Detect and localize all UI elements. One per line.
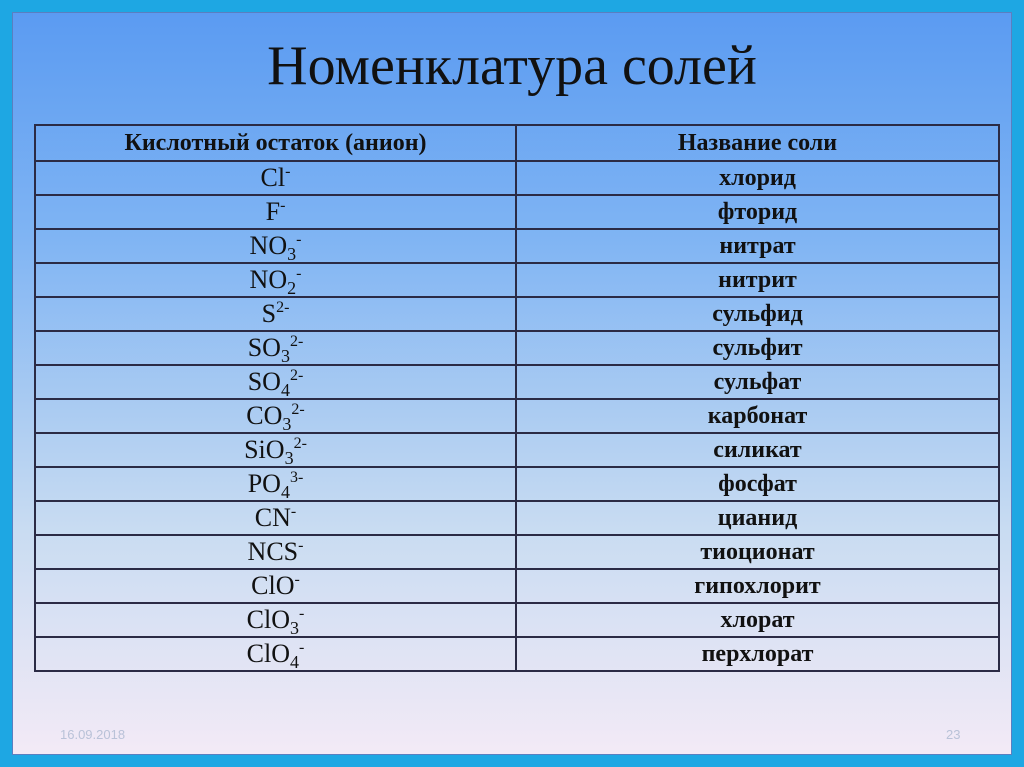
salt-name-cell: гипохлорит xyxy=(516,569,999,603)
table-row xyxy=(35,263,999,297)
footer-date: 16.09.2018 xyxy=(60,727,126,742)
anion-cell xyxy=(35,433,516,467)
anion-subscript: 4 xyxy=(280,380,290,400)
table-row xyxy=(35,569,999,603)
anion-cell xyxy=(35,297,516,331)
anion-subscript: 2 xyxy=(287,278,297,298)
header-anion: Кислотный остаток (анион) xyxy=(35,125,516,161)
anion-cell xyxy=(35,535,516,569)
anion-subscript: 3 xyxy=(284,448,294,468)
anion-formula: SiO xyxy=(244,435,285,464)
table-row xyxy=(35,535,999,569)
anion-charge: - xyxy=(294,571,300,588)
table-row xyxy=(35,195,999,229)
anion-charge: - xyxy=(280,197,286,214)
anion-subscript: 3 xyxy=(287,244,297,264)
table-row xyxy=(35,161,999,195)
anion-formula: CN xyxy=(254,503,291,532)
anion-formula: F xyxy=(265,197,281,226)
anion-formula: NCS xyxy=(247,537,299,566)
salt-nomenclature-table xyxy=(34,124,1000,672)
anion-formula: ClO xyxy=(246,639,290,668)
anion-cell xyxy=(35,161,516,195)
anion-formula: SO xyxy=(247,333,281,362)
anion-cell xyxy=(35,637,516,671)
salt-name-cell: хлорат xyxy=(516,603,999,637)
anion-cell xyxy=(35,263,516,297)
anion-cell xyxy=(35,569,516,603)
salt-name-cell: фосфат xyxy=(516,467,999,501)
slide-title: Номенклатура солей xyxy=(267,35,757,97)
anion-cell xyxy=(35,399,516,433)
anion-cell xyxy=(35,603,516,637)
anion-formula: S xyxy=(261,299,277,328)
anion-subscript: 3 xyxy=(290,618,299,638)
anion-charge: 3- xyxy=(289,469,304,486)
salt-name-cell: карбонат xyxy=(516,399,999,433)
table-row xyxy=(35,467,999,501)
salt-name-cell: сульфит xyxy=(516,331,999,365)
anion-formula: ClO xyxy=(246,605,290,634)
table-row xyxy=(35,297,999,331)
table-row xyxy=(35,229,999,263)
anion-cell xyxy=(35,467,516,501)
footer-page-number: 23 xyxy=(946,727,961,742)
anion-charge: 2- xyxy=(276,299,290,316)
table-row xyxy=(35,399,999,433)
anion-charge: - xyxy=(285,163,291,180)
anion-subscript: 3 xyxy=(282,414,292,434)
table-row xyxy=(35,603,999,637)
table-row xyxy=(35,365,999,399)
table-row xyxy=(35,331,999,365)
anion-subscript: 4 xyxy=(280,482,290,502)
anion-formula: Cl xyxy=(260,163,286,192)
anion-subscript: 3 xyxy=(280,346,290,366)
anion-formula: NO xyxy=(249,265,288,294)
anion-charge: 2- xyxy=(293,435,307,452)
anion-formula: ClO xyxy=(251,571,295,600)
salt-name-cell: нитрат xyxy=(516,229,999,263)
anion-charge: - xyxy=(296,265,302,282)
anion-formula: SO xyxy=(247,367,281,396)
salt-name-cell: сульфат xyxy=(516,365,999,399)
salt-name-cell: перхлорат xyxy=(516,637,999,671)
salt-name-cell: хлорид xyxy=(516,161,999,195)
anion-cell xyxy=(35,195,516,229)
anion-cell xyxy=(35,365,516,399)
anion-charge: - xyxy=(299,639,305,656)
table-row xyxy=(35,501,999,535)
salt-name-cell: нитрит xyxy=(516,263,999,297)
anion-charge: - xyxy=(298,537,304,554)
anion-charge: 2- xyxy=(289,367,304,384)
salt-name-cell: цианид xyxy=(516,501,999,535)
header-salt-name: Название соли xyxy=(516,125,999,161)
anion-formula: CO xyxy=(246,401,283,430)
salt-name-cell: сульфид xyxy=(516,297,999,331)
anion-charge: 2- xyxy=(291,401,305,418)
anion-charge: - xyxy=(299,605,305,622)
anion-cell xyxy=(35,229,516,263)
table-row xyxy=(35,637,999,671)
salt-name-cell: фторид xyxy=(516,195,999,229)
salt-name-cell: силикат xyxy=(516,433,999,467)
table-row xyxy=(35,433,999,467)
anion-cell xyxy=(35,331,516,365)
anion-charge: - xyxy=(290,503,297,520)
anion-cell xyxy=(35,501,516,535)
table-body xyxy=(35,161,999,671)
anion-formula: PO xyxy=(247,469,281,498)
anion-charge: 2- xyxy=(289,333,304,350)
anion-charge: - xyxy=(296,231,302,248)
salt-name-cell: тиоционат xyxy=(516,535,999,569)
anion-subscript: 4 xyxy=(290,652,299,672)
table-header-row xyxy=(35,125,999,161)
anion-formula: NO xyxy=(249,231,288,260)
